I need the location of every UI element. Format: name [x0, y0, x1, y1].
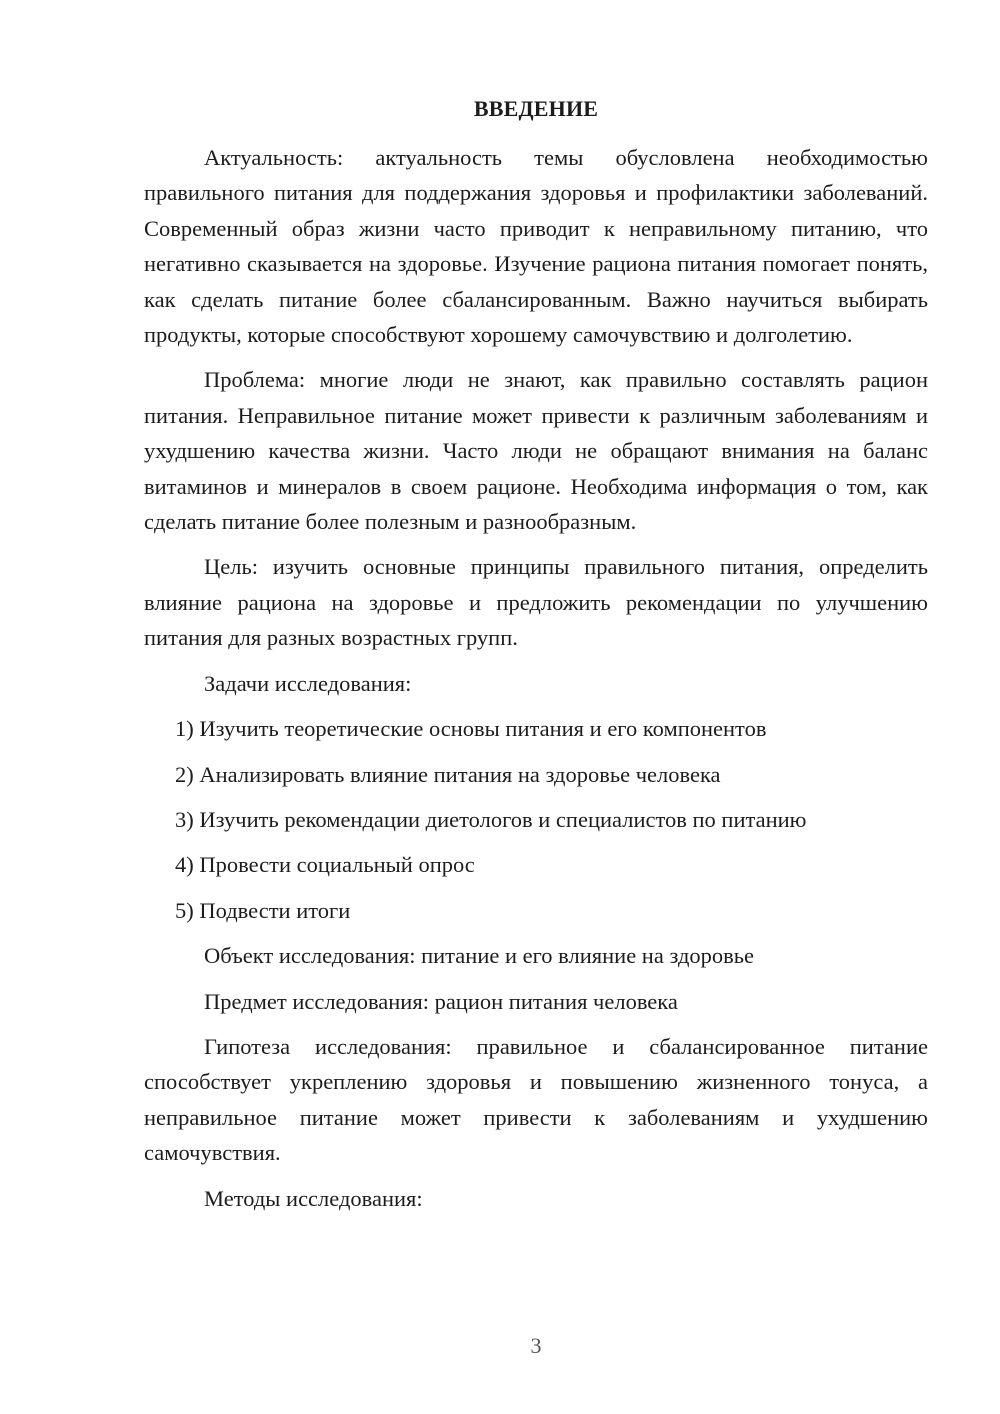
- research-subject: Предмет исследования: рацион питания человека: [204, 988, 678, 1014]
- goal-paragraph: Цель: изучить основные принципы правильного питания, определить влияние рациона на здоровье и предложить рекомендации по улучшению питания для разных возрастных групп.: [144, 554, 928, 651]
- task-item: 5) Подвести итоги: [175, 897, 351, 923]
- research-hypothesis: Гипотеза исследования: правильное и сбалансированное питание способствует укреплению здоровья и повышению жизненного тонуса, а неправильное питание может привести к заболеваниям и ухудшению самочувствия.: [144, 1033, 928, 1166]
- document-body: [144, 140, 928, 1226]
- section-title: ВВЕДЕНИЕ: [473, 96, 599, 121]
- task-item: 4) Провести социальный опрос: [175, 852, 475, 878]
- page-number: 3: [530, 1333, 542, 1358]
- research-object: Объект исследования: питание и его влияние на здоровье: [204, 943, 755, 969]
- task-item: 1) Изучить теоретические основы питания и его компонентов: [175, 716, 767, 742]
- task-item: 3) Изучить рекомендации диетологов и специалистов по питанию: [175, 806, 807, 832]
- methods-heading: Методы исследования:: [204, 1185, 423, 1211]
- relevance-paragraph: Актуальность: актуальность темы обусловлена необходимостью правильного питания для поддержания здоровья и профилактики заболеваний. Современный образ жизни часто приводит к неправильному питанию, что негативно сказывается на здоровье. Изучение рациона питания помогает понять, как сделать питание более сбалансированным. Важно научиться выбирать продукты, которые способствуют хорошему самочувствию и долголетию.: [144, 145, 928, 348]
- task-item: 2) Анализировать влияние питания на здоровье человека: [175, 761, 721, 787]
- tasks-heading: Задачи исследования:: [204, 670, 412, 696]
- problem-paragraph: Проблема: многие люди не знают, как правильно составлять рацион питания. Неправильное питание может привести к различным заболеваниям и ухудшению качества жизни. Часто люди не обращают внимания на баланс витаминов и минералов в своем рационе. Необходима информация о том, как сделать питание более полезным и разнообразным.: [144, 367, 928, 535]
